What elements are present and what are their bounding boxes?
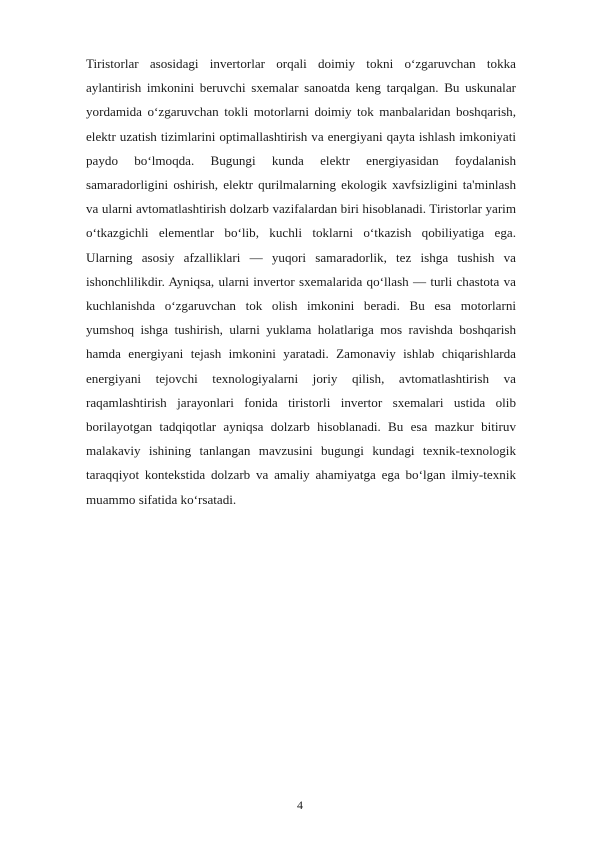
body-paragraph: Tiristorlar asosidagi invertorlar orqali doimiy tokni o‘zgaruvchan tokka aylantirish imkonini beruvchi sxemalar sanoatda keng tarqalgan. Bu uskunalar yordamida o‘zgaruvchan tokli motorlarni doimiy tok manbalaridan boshqarish, elektr uzatish tizimlarini optimallashtirish va energiyani qayta ishlash imkoniyati paydo bo‘lmoqda. Bugungi kunda elektr energiyasidan foydalanish samaradorligini oshirish, elektr qurilmalarning ekologik xavfsizligini ta'minlash va ularni avtomatlashtirish dolzarb vazifalardan biri hisoblanadi. Tiristorlar yarim o‘tkazgichli elementlar bo‘lib, kuchli toklarni o‘tkazish qobiliyatiga ega. Ularning asosiy afzalliklari — yuqori samaradorlik, tez ishga tushish va ishonchlilikdir. Ayniqsa, ularni invertor sxemalarida qo‘llash — turli chastota va kuchlanishda o‘zgaruvchan tok olish imkonini beradi. Bu esa motorlarni yumshoq ishga tushirish, ularni yuklama holatlariga mos ravishda boshqarish hamda energiyani tejash imkonini yaratadi. Zamonaviy ishlab chiqarishlarda energiyani tejovchi texnologiyalarni joriy qilish, avtomatlashtirish va raqamlashtirish jarayonlari fonida tiristorli invertor sxemalari ustida olib borilayotgan tadqiqotlar ayniqsa dolzarb hisoblanadi. Bu esa mazkur bitiruv malakaviy ishining tanlangan mavzusini bugungi kundagi texnik-texnologik taraqqiyot kontekstida dolzarb va amaliy ahamiyatga ega bo‘lgan ilmiy-texnik muammo sifatida ko‘rsatadi.	[86, 56, 516, 507]
page-number: 4	[297, 798, 303, 812]
